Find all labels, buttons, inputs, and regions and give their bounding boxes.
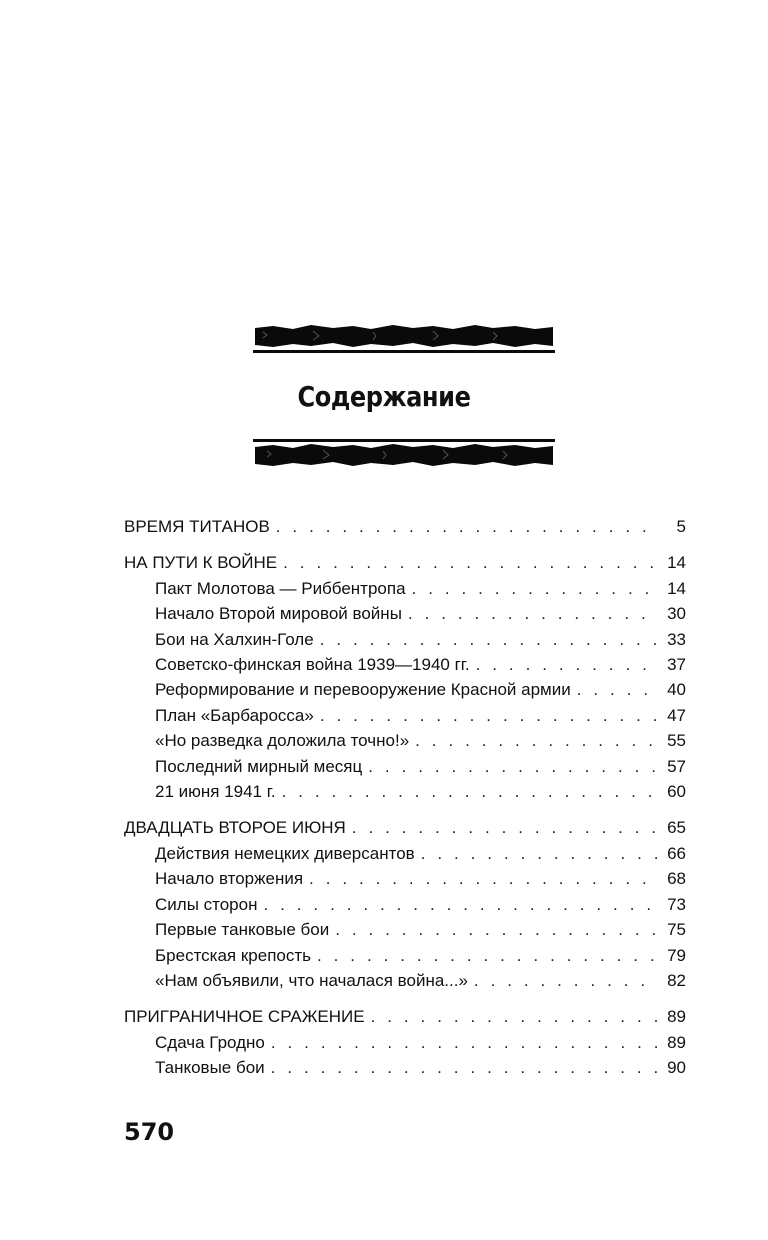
toc-entry-title: Советско-финская война 1939—1940 гг. — [155, 655, 470, 675]
dot-leader — [476, 652, 658, 677]
dot-leader — [282, 779, 658, 804]
toc-section-entry — [124, 550, 686, 575]
toc-section-entry — [124, 815, 686, 840]
toc-entry-title: «Нам объявили, что началася война...» — [155, 970, 468, 990]
toc-subentry — [124, 943, 686, 968]
toc-entry-page: 68 — [667, 869, 686, 889]
toc-entry-title: Первые танковые бои — [155, 920, 330, 940]
toc-entry-page: 47 — [667, 705, 686, 725]
dot-leader — [474, 968, 658, 993]
dot-leader — [577, 677, 658, 702]
toc-entry-page: 14 — [667, 578, 686, 598]
toc-entry-title: Бои на Халхин-Голе — [155, 629, 314, 649]
toc-subentry — [124, 892, 686, 917]
toc-entry-page: 60 — [667, 782, 686, 802]
toc-entry-page: 89 — [667, 1032, 686, 1052]
toc-entry-page: 73 — [667, 894, 686, 914]
toc-entry-page: 75 — [667, 920, 686, 940]
toc-section-entry — [124, 1004, 686, 1029]
toc-subentry — [124, 1030, 686, 1055]
dot-leader — [352, 815, 658, 840]
toc-entry-page: 55 — [667, 731, 686, 751]
toc-entry-page: 30 — [667, 604, 686, 624]
toc-subentry — [124, 601, 686, 626]
toc-entry-title: НА ПУТИ К ВОЙНЕ — [124, 553, 278, 573]
toc-subentry — [124, 968, 686, 993]
toc-subentry — [124, 917, 686, 942]
toc-entry-title: Последний мирный месяц — [155, 756, 363, 776]
toc-entry-title: Реформирование и перевооружение Красной армии — [155, 680, 571, 700]
dot-leader — [283, 550, 658, 575]
toc-subentry — [124, 652, 686, 677]
toc-entry-page: 90 — [667, 1058, 686, 1078]
toc-entry-title: ДВАДЦАТЬ ВТОРОЕ ИЮНЯ — [124, 818, 346, 838]
dot-leader — [317, 943, 658, 968]
toc-entry-title: Танковые бои — [155, 1058, 265, 1078]
table-of-contents — [124, 514, 686, 1081]
dot-leader — [415, 728, 658, 753]
dot-leader — [271, 1030, 658, 1055]
dot-leader — [276, 514, 658, 539]
toc-entry-title: Начало вторжения — [155, 869, 304, 889]
toc-entry-title: Брестская крепость — [155, 945, 312, 965]
dot-leader — [309, 866, 658, 891]
toc-section-entry — [124, 514, 686, 539]
toc-subentry — [124, 754, 686, 779]
dot-leader — [368, 754, 658, 779]
toc-subentry — [124, 779, 686, 804]
toc-entry-page: 89 — [667, 1007, 686, 1027]
dot-leader — [271, 1055, 658, 1080]
dot-leader — [320, 703, 658, 728]
toc-subentry — [124, 1055, 686, 1080]
toc-subentry — [124, 866, 686, 891]
toc-entry-title: Начало Второй мировой войны — [155, 604, 402, 624]
toc-entry-title: План «Барбаросса» — [155, 705, 314, 725]
toc-entry-page: 37 — [667, 655, 686, 675]
toc-entry-title: Пакт Молотова — Риббентропа — [155, 578, 406, 598]
toc-entry-page: 65 — [667, 818, 686, 838]
ornament-band-top — [253, 324, 555, 354]
dot-leader — [371, 1004, 658, 1029]
toc-entry-title: Сдача Гродно — [155, 1032, 265, 1052]
toc-entry-page: 57 — [667, 756, 686, 776]
dot-leader — [263, 892, 658, 917]
toc-entry-page: 79 — [667, 945, 686, 965]
toc-subentry — [124, 728, 686, 753]
toc-entry-title: ПРИГРАНИЧНОЕ СРАЖЕНИЕ — [124, 1007, 365, 1027]
toc-entry-title: Силы сторон — [155, 894, 258, 914]
toc-entry-page: 14 — [667, 553, 686, 573]
toc-subentry — [124, 627, 686, 652]
toc-subentry — [124, 841, 686, 866]
toc-entry-title: 21 июня 1941 г. — [155, 782, 276, 802]
toc-subentry — [124, 576, 686, 601]
toc-entry-title: ВРЕМЯ ТИТАНОВ — [124, 517, 270, 536]
toc-entry-page: 33 — [667, 629, 686, 649]
toc-entry-page: 82 — [667, 970, 686, 990]
dot-leader — [408, 601, 658, 626]
page-title: Содержание — [297, 380, 471, 413]
ornament-band-bottom — [253, 438, 555, 468]
dot-leader — [412, 576, 658, 601]
toc-subentry — [124, 703, 686, 728]
toc-entry-page: 5 — [676, 517, 686, 536]
dot-leader — [335, 917, 658, 942]
dot-leader — [421, 841, 658, 866]
dot-leader — [320, 627, 658, 652]
toc-entry-title: «Но разведка доложила точно!» — [155, 731, 410, 751]
toc-entry-title: Действия немецких диверсантов — [155, 843, 415, 863]
page-number: 570 — [124, 1118, 175, 1146]
toc-subentry — [124, 677, 686, 702]
toc-entry-page: 66 — [667, 843, 686, 863]
toc-entry-page: 40 — [667, 680, 686, 700]
